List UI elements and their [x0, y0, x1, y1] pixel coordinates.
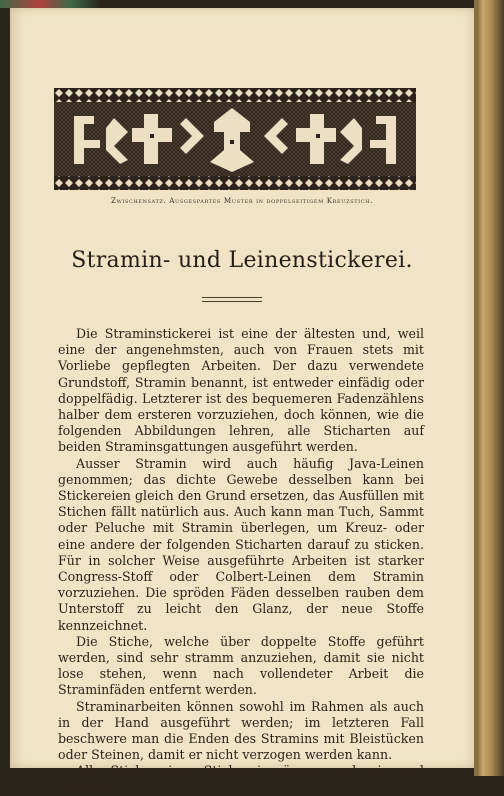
ornament-caption: Zwischensatz. Ausgespartes Muster in doppelseitigem Kreuzstich.	[110, 196, 374, 205]
chapter-title: Stramin- und Leinenstickerei.	[71, 248, 413, 273]
book-spine	[474, 0, 504, 776]
paragraph: Ausser Stramin wird auch häufig Java-Leinen genommen; das dichte Gewebe desselben kann bei Stickereien gleich den Grund ersetzen, das Ausfüllen mit Stichen fällt natürlich aus. Auch kann man Tuch, Sammt oder Peluche mit Stramin überlegen, um Kreuz- oder eine andere der folgenden Sticharten darauf zu sticken. Für in solcher Weise ausgeführte Arbeiten ist starker Congress-Stoff oder Colbert-Leinen dem Stramin vorzuziehen. Die spröden Fäden desselben rauben dem Unterstoff zu leicht den Glanz, der neue Stoffe kennzeichnet.	[58, 455, 424, 633]
double-rule-divider	[202, 297, 262, 302]
book-page	[10, 8, 474, 795]
book-binding-top	[0, 0, 504, 8]
cross-stitch-ornament-image	[54, 88, 416, 190]
spine-edge	[474, 0, 478, 776]
body-text	[58, 326, 424, 796]
paragraph: Die Straminstickerei ist eine der ältesten und, weil eine der angenehmsten, auch von Frauen stets mit Vorliebe gepflegten Arbeiten. Der dazu verwendete Grundstoff, Stramin benannt, ist entweder einfädig oder doppelfädig. Letzterer ist des bequemeren Fadenzählens halber dem ersteren vorzuziehen, doch können, wie die folgenden Abbildungen lehren, alle Sticharten auf beiden Straminsgattungen ausgeführt werden.	[58, 326, 424, 455]
paragraph: Alle Stiche einer Stickerei müssen nach ein und derselben	[58, 763, 424, 795]
paragraph: Straminarbeiten können sowohl im Rahmen als auch in der Hand ausgeführt werden; im letzteren Fall beschwere man die Enden des Stramins mit Bleistücken oder Steinen, damit er nicht verzogen werden kann.	[58, 698, 424, 763]
paragraph: Die Stiche, welche über doppelte Stoffe geführt werden, sind sehr stramm anzuziehen, damit sie nicht lose stehen, wenn nach vollendeter Arbeit die Straminfäden entfernt werden.	[58, 633, 424, 698]
